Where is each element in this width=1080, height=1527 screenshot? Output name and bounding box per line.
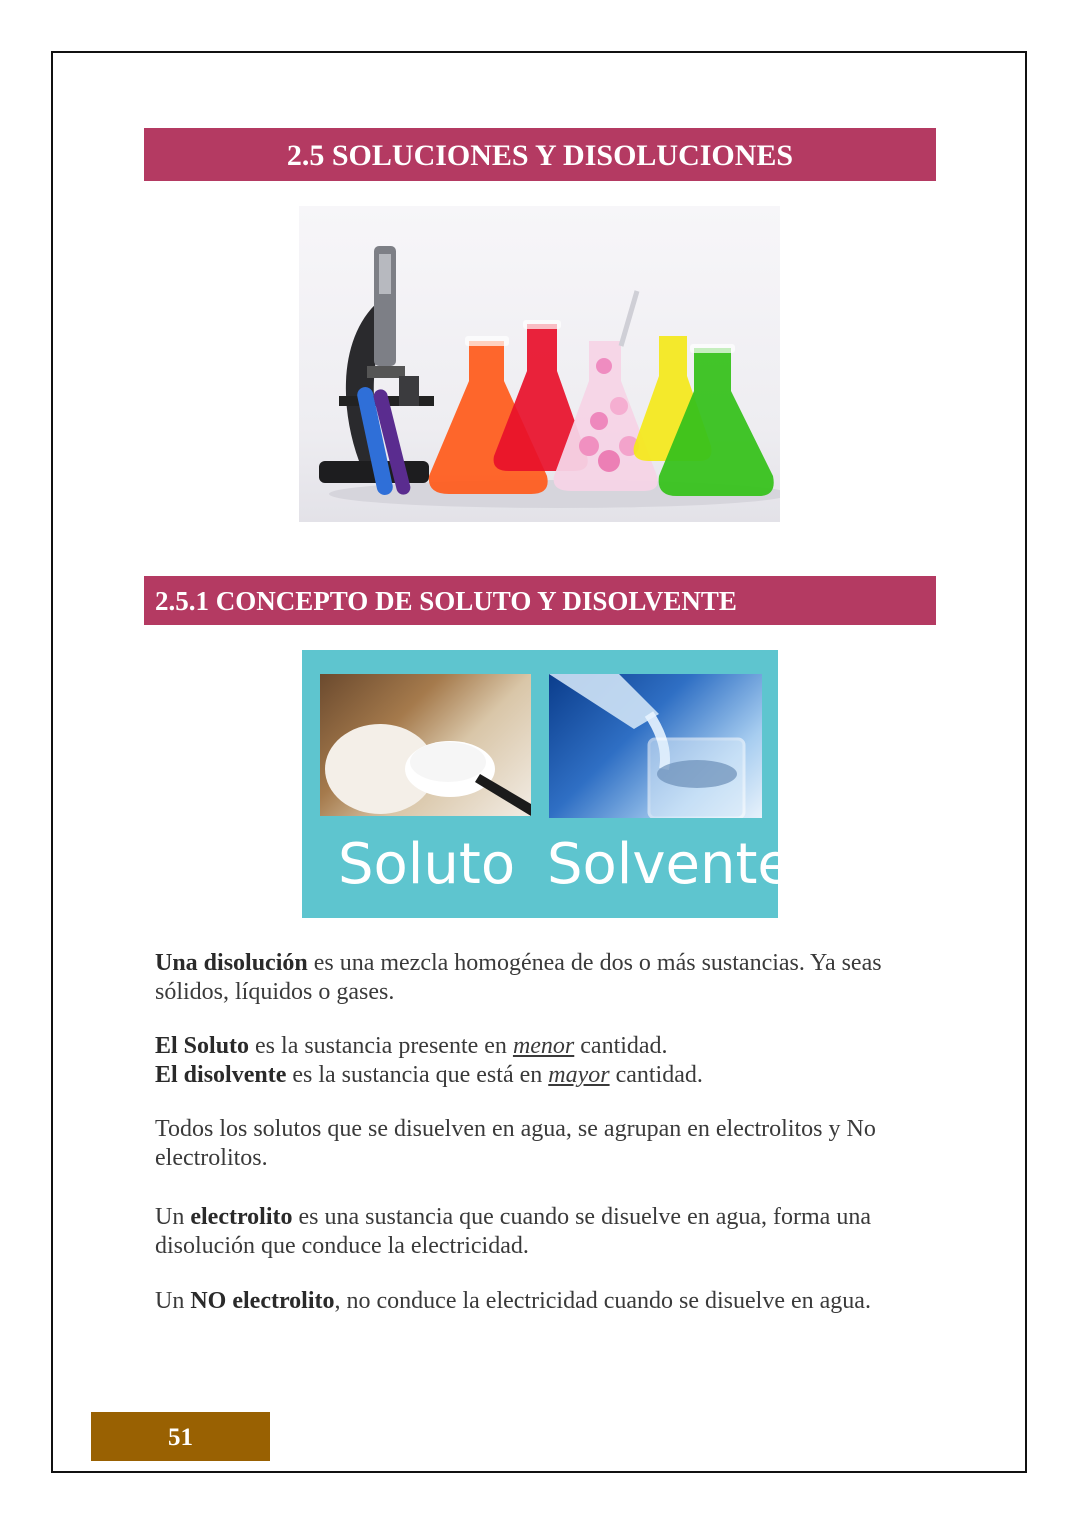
definition-disolucion: es una mezcla homogénea de dos o más sustancias. Ya seas sólidos, líquidos o gases. <box>155 950 882 1005</box>
paragraph-no-electrolito <box>155 1287 935 1316</box>
definition-disolvente-end: cantidad. <box>609 1062 703 1088</box>
paragraph-soluto <box>155 1032 935 1061</box>
definition-disolvente: es la sustancia que está en <box>286 1062 549 1088</box>
pink-beads-flask-icon <box>554 291 658 491</box>
soluto-label: Soluto <box>338 832 516 897</box>
definition-soluto-end: cantidad. <box>574 1033 668 1059</box>
paragraph-disolucion <box>155 949 935 1007</box>
paragraph-electrolito <box>155 1203 935 1261</box>
subsection-title: 2.5.1 CONCEPTO DE SOLUTO Y DISOLVENTE <box>144 576 936 625</box>
definition-electrolito: es una sustancia que cuando se disuelve en agua, forma una disolución que conduce la electricidad. <box>155 1204 871 1259</box>
term-soluto: El Soluto <box>155 1033 250 1059</box>
solute-solvent-image <box>302 650 792 918</box>
term-no-electrolito: NO electrolito <box>190 1288 335 1314</box>
no-electrolito-prefix: Un <box>155 1288 191 1314</box>
sugar-spoon-photo <box>320 674 531 816</box>
electrolito-prefix: Un <box>155 1204 191 1230</box>
water-glass-photo <box>549 674 762 818</box>
term-disolucion: Una disolución <box>155 950 308 976</box>
term-disolvente: El disolvente <box>155 1062 287 1088</box>
laboratory-glassware-image <box>299 206 780 522</box>
section-title: 2.5 SOLUCIONES Y DISOLUCIONES <box>144 128 936 181</box>
emphasis-mayor: mayor <box>548 1062 610 1088</box>
paragraph-disolvente <box>155 1061 935 1090</box>
lab-illustration <box>299 206 780 522</box>
page-number: 51 <box>91 1412 270 1461</box>
definition-soluto: es la sustancia presente en <box>249 1033 513 1059</box>
water-glass-icon <box>549 674 762 818</box>
paragraph-solutos: Todos los solutos que se disuelven en agua, se agrupan en electrolitos y No electrolitos. <box>155 1116 876 1171</box>
sugar-spoon-icon <box>320 674 531 816</box>
solvente-label: Solvente <box>547 832 792 897</box>
definition-no-electrolito: , no conduce la electricidad cuando se disuelve en agua. <box>334 1288 871 1314</box>
term-electrolito: electrolito <box>190 1204 293 1230</box>
emphasis-menor: menor <box>512 1033 575 1059</box>
